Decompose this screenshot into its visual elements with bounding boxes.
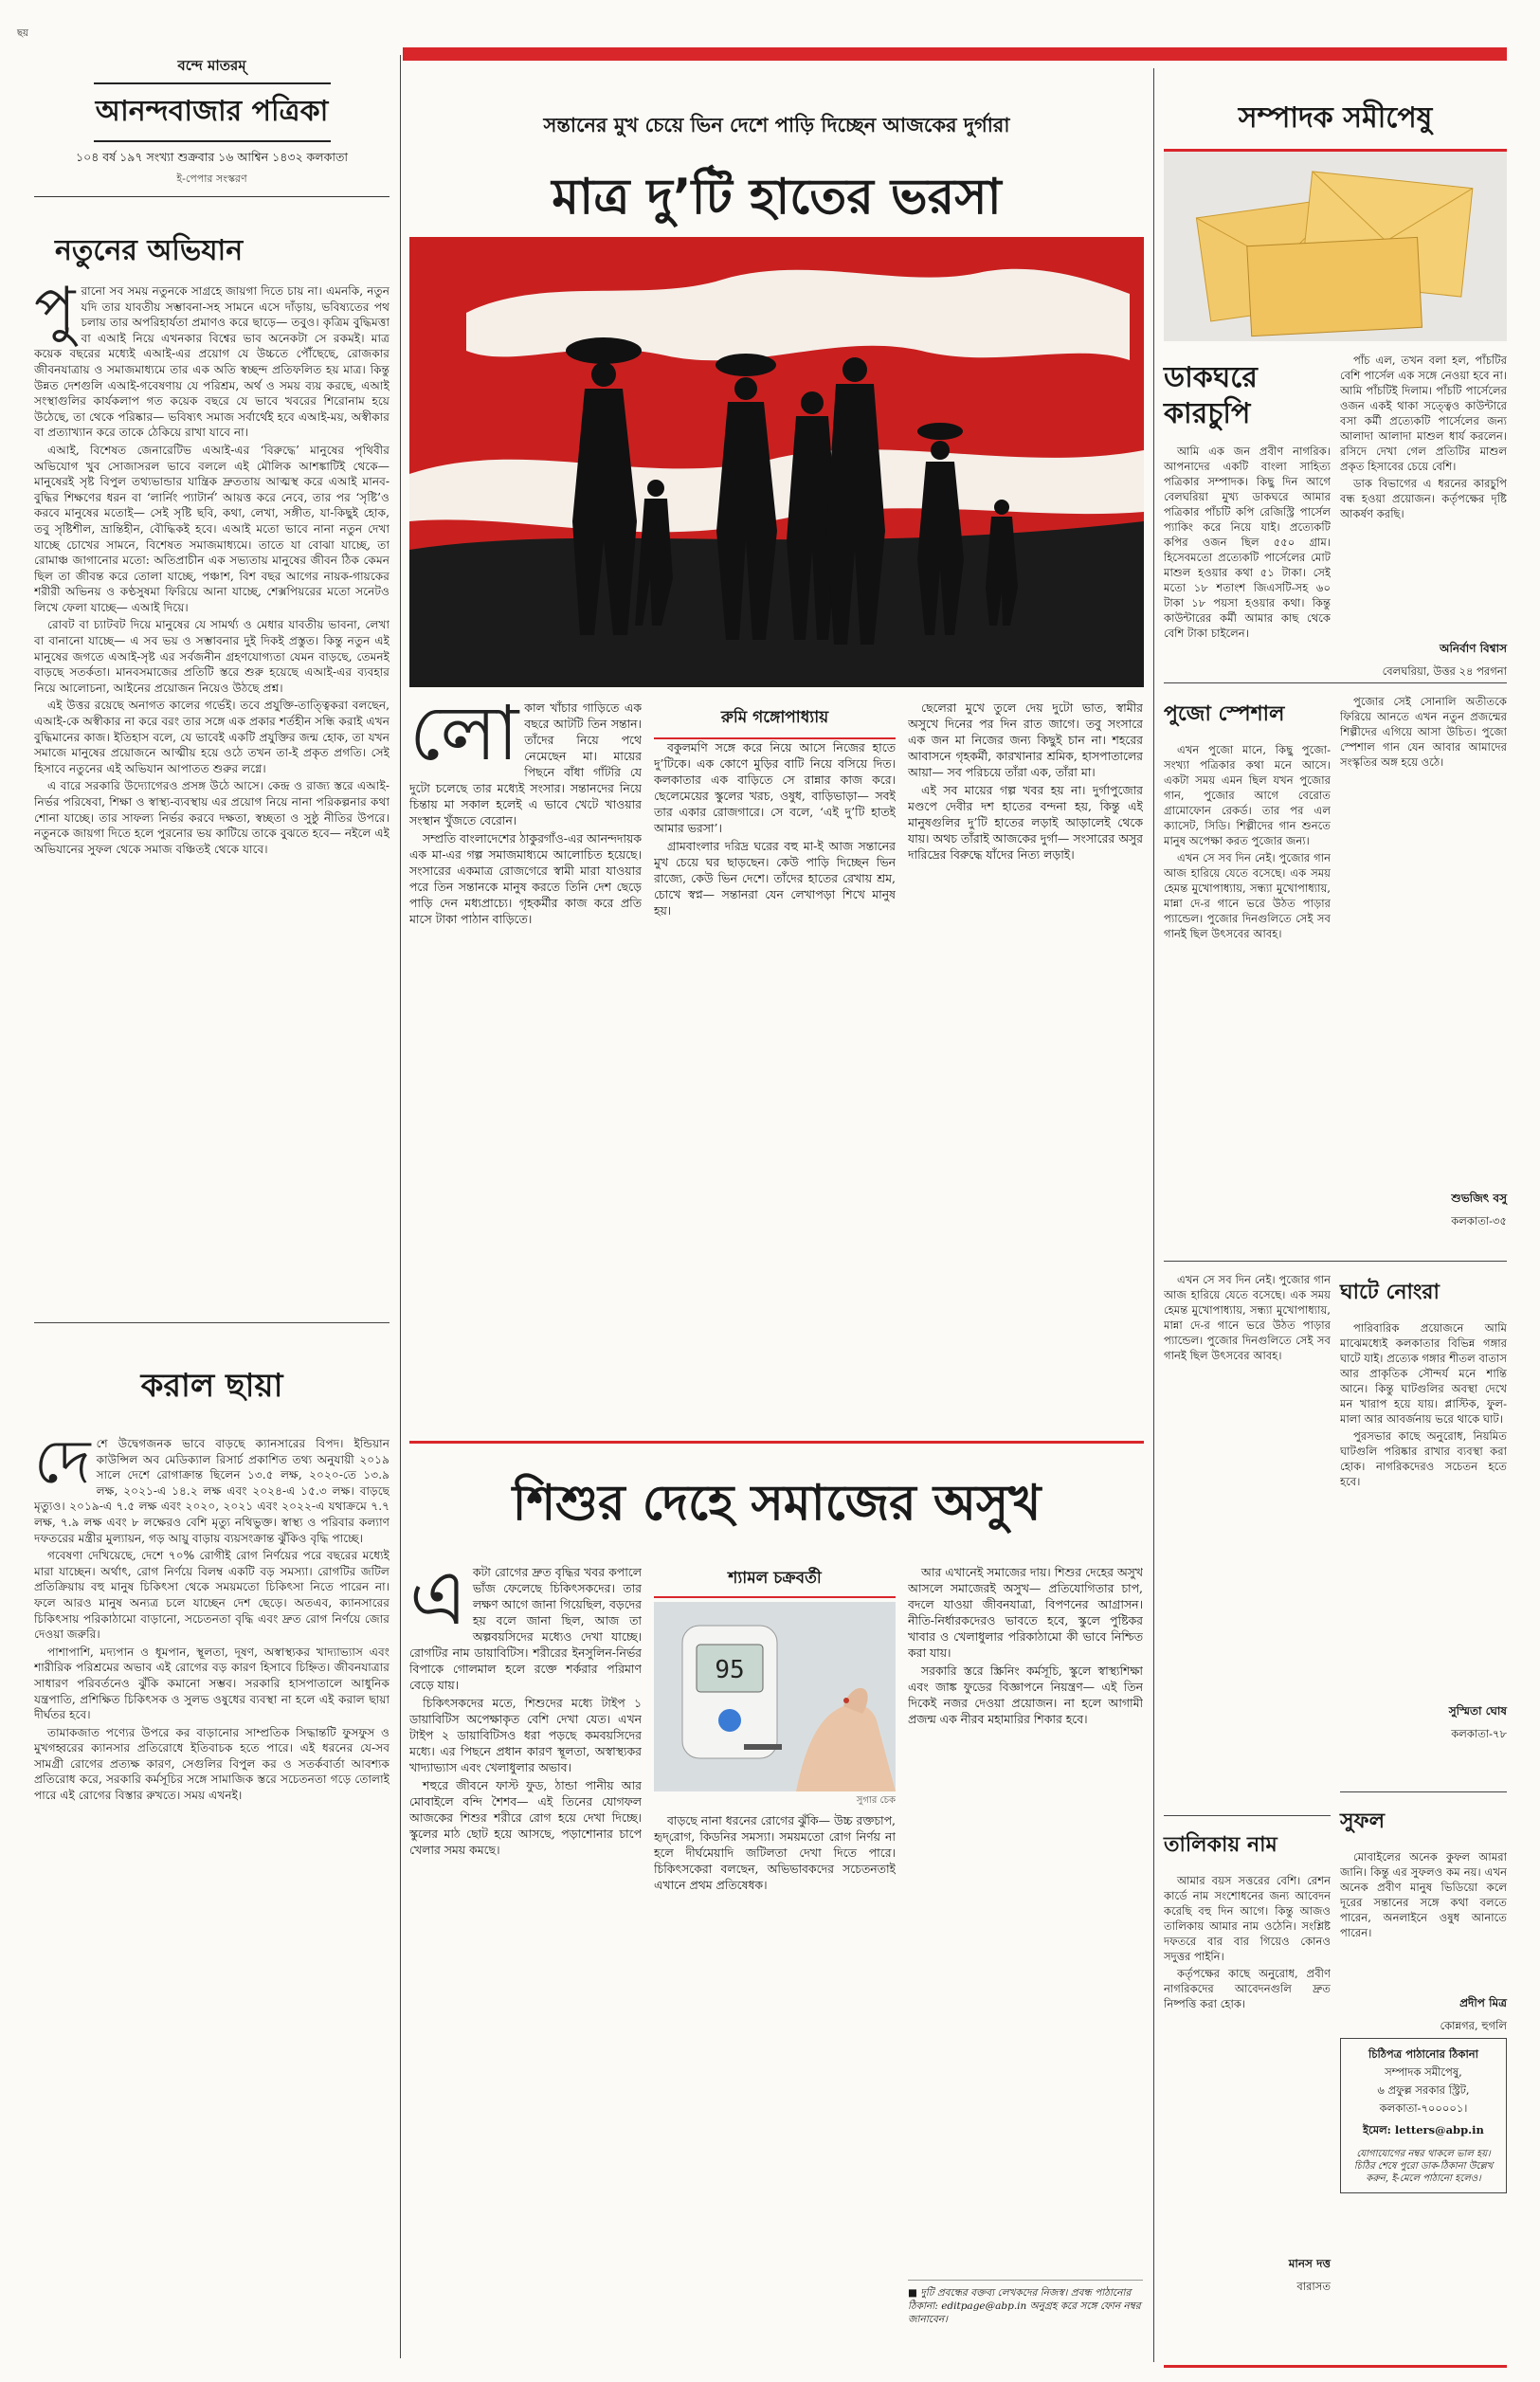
paragraph: আমি এক জন প্রবীণ নাগরিক। আপনাদের একটি বাংলা সাহিত্য পত্রিকার সম্পাদক। কিছু দিন আগে বেলঘরিয়া মুখ্য ডাকঘরে আমার পত্রিকার পাঁচটি কপি রেজিস্ট্রি পার্সেল প্যাকিং করে নিয়ে যাই। প্রত্যেকটি কপির ওজন ছিল ৫৫০ গ্রাম। হিসেবমতো প্রত্যেকটি পার্সেলের মোট মাশুল হওয়ার কথা ৫১ টাকা। সেই মতো ১৮ শতাংশ জিএসটি-সহ ৬০ টাকা ১৮ পয়সা হওয়ার কথা। কিন্তু কাউন্টারের কর্মী আমার কাছ থেকে বেশি টাকা চাইলেন। [1164,445,1331,640]
paragraph: এখন পুজো মানে, কিছু পুজো-সংখ্যা পত্রিকার কথা মনে আসে। একটা সময় এমন ছিল যখন পুজোর গান, পুজোর আগে বেরোত গ্রামোফোন রেকর্ড। তার পর এল ক্যাসেট, সিডি। শিল্পীদের গান শুনতে মানুষ অপেক্ষা করত পুজোর জন্য। [1164,743,1331,847]
feature-byline-box [654,700,896,739]
paragraph: গবেষণা দেখিয়েছে, দেশে ৭০% রোগীই রোগ নির্ণয়ের পরে বছরের মধ্যেই মারা যাচ্ছেন। অর্থাৎ, রোগ নির্ণয়ে বিলম্ব একটি বড় সমস্যা। রোগটির জটিল প্রতিক্রিয়ায় বহু মানুষ চিকিৎসা থেকে সময়মতো চিকিৎসা নিতে পারেন না। ফলে আরও মানুষ অন্যত্র চলে যাচ্ছেন দেশ ছেড়ে। অতএব, ক্যানসারের চিকিৎসায় পরিকাঠামো বাড়ানো, সচেতনতা বৃদ্ধি এবং দ্রুত রোগ নির্ণয়ে জোর দেওয়া জরুরি। [34,1549,390,1642]
letter-title: পুজো স্পেশাল [1164,702,1285,726]
divider [1164,682,1507,683]
editorial-karal-chhaya [34,1336,390,2355]
letter-body [1340,1849,1507,1991]
feature-headline: মাত্র দু’টি হাতের ভরসা [552,169,1002,226]
paragraph: মোবাইলের অনেক কুফল আমরা জানি। কিন্তু এর সুফলও কম নয়। এখন অনেক প্রবীণ মানুষ ভিডিয়ো কলে দূরের সন্তানের সঙ্গে কথা বলতে পারেন, অনলাইনে ওষুধ আনাতে পারেন। [1340,1850,1507,1939]
letter-place: কোন্নগর, হুগলি [1440,2019,1507,2032]
paragraph: এখন সে সব দিন নেই। পুজোর গান আজ হারিয়ে যেতে বসেছে। এক সময় হেমন্ত মুখোপাধ্যায়, সন্ধ্যা মুখোপাধ্যায়, মান্না দে-র গানে ভরে উঠত পাড়ার প্যান্ডেল। পুজোর দিনগুলিতে সেই সব গানই ছিল উৎসবের আবহ। [1164,851,1331,940]
letter-title: সুফল [1340,1809,1386,1833]
paragraph: ডাক বিভাগের এ ধরনের কারচুপি বন্ধ হওয়া প্রয়োজন। কর্তৃপক্ষের দৃষ্টি আকর্ষণ করছি। [1340,477,1507,520]
paragraph: এই উত্তর রয়েছে অনাগত কালের গর্ভেই। তবে প্রযুক্তি-তাত্ত্বিকরা বলছেন, এআই-কে অস্বীকার না করে বরং তার সঙ্গে এক প্রকার শর্তহীন সন্ধি করাই এখন বুদ্ধিমানের কাজ। ইতিহাস বলে, যে ভাবেই একটি প্রযুক্তির জন্ম হোক, তা যখন সমাজে মানুষের প্রয়োজনে আত্মীয় হয়ে ওঠে তখন তা-ই প্রকৃত প্রগতি। সেই হিসাবে নতুনের এই অভিযান আপাতত শুরুর লগ্নে। [34,699,390,775]
paragraph: কাল খাঁচার গাড়িতে এক বছরে আটটি তিন সন্তান। তাঁদের নিয়ে পথে নেমেছেন মা। মায়ের পিছনে বাঁধা গাঁটরি যে দুটো চলেছে তার মধ্যেই সংসার। সন্তানদের নিয়ে চিন্তায় মা সকাল হলেই এ ভাবে খেটে খাওয়ার সংস্থান খুঁজতে বেরোন। [409,700,642,827]
divider [34,1322,390,1323]
letter-place: বারাসত [1296,2280,1331,2293]
address-line: কলকাতা-৭০০০০১। [1379,2101,1468,2115]
editorial-title: নতুনের অভিযান [55,234,244,267]
paragraph: তামাকজাত পণ্যের উপরে কর বাড়ানোর সাম্প্রতিক সিদ্ধান্তটি ফুসফুস ও মুখগহ্বরের ক্যানসার প্রতিরোধে ইতিবাচক হতে পারে। এই ধরনের যে-সব সামগ্রী রোগের প্রত্যক্ষ কারণ, সেগুলির বিপুল কর ও সতর্কবার্তা আবশ্যক প্রতিরোধ করে, সরকারি কর্মসূচির সঙ্গে সামাজিক স্তরে সচেতনতা গড়ে তোলাই পারে এই রোগের বিস্তার রুখতে। সময় এখনই। [34,1725,390,1803]
feature-body-col-3 [908,700,1143,1429]
column-rule [1153,68,1154,2362]
paragraph: শহুরে জীবনে ফাস্ট ফুড, ঠান্ডা পানীয় আর মোবাইলে বন্দি শৈশব— এই তিনের যোগফল আজকের শিশুর শরীরে রোগ হয়ে দেখা দিচ্ছে। স্কুলের মাঠ ছোট হয়ে আসছে, পড়াশোনার চাপে খেলার সময় কমছে। [409,1778,642,1857]
paragraph: সরকারি স্তরে স্ক্রিনিং কর্মসূচি, স্কুলে স্বাস্থ্যশিক্ষা এবং জাঙ্ক ফুডের বিজ্ঞাপনে নিয়ন্ত্রণ— এই তিন দিকেই নজর দেওয়া প্রয়োজন। না হলে আগামী প্রজন্ম এক নীরব মহামারির শিকার হবে। [908,1664,1143,1726]
letter-place: বেলঘরিয়া, উত্তর ২৪ পরগনা [1382,664,1507,678]
masthead [34,55,390,197]
editorial-body [34,1436,390,2355]
paragraph: গ্রামবাংলার দরিদ্র ঘরের বহু মা-ই আজ সন্তানের মুখ চেয়ে ঘর ছাড়ছেন। কেউ পাড়ি দিচ্ছেন ভিন রাজ্যে, কেউ ভিন দেশে। তাঁদের হাতের রেখায় শ্রম, চোখে স্বপ্ন— সন্তানরা যেন লেখাপড়া শিখে মানুষ হয়। [654,839,896,918]
letter-title: ডাকঘরে কারচুপি [1164,361,1258,430]
paragraph: পারিবারিক প্রয়োজনে আমি মাঝেমধ্যেই কলকাতার বিভিন্ন গঙ্গার ঘাটে যাই। প্রত্যেক গঙ্গার শীতল বাতাস আর প্রাকৃতিক সৌন্দর্য মনে শান্তি আনে। কিন্তু ঘাটগুলির অবস্থা দেখে মন খারাপ হয়ে যায়। প্লাস্টিক, ফুল-মালা আর আবর্জনায় ভরে থাকে ঘাট। [1340,1321,1507,1426]
editorial-title: করাল ছায়া [140,1367,283,1405]
letter-talikay-naam [1164,1272,1331,1803]
letter-body [1340,694,1507,1187]
glucose-photo [654,1602,896,1791]
envelopes-illustration [1164,152,1507,341]
paragraph: বাড়ছে নানা ধরনের রোগের ঝুঁকি— উচ্চ রক্তচাপ, হৃদ্‌রোগ, কিডনির সমস্যা। সময়মতো রোগ নির্ণয় না হলে দীর্ঘমেয়াদি জটিলতা দেখা দিতে পারে। চিকিৎসকেরা বলছেন, অভিভাবকদের সচেতনতাই এখানে প্রথম প্রতিষেধক। [654,1813,896,1892]
paragraph: সম্প্রতি বাংলাদেশের ঠাকুরগাঁও-এর আনন্দদায়ক এক মা-এর গল্প সমাজমাধ্যমে আলোচিত হয়েছে। সংসারের একমাত্র রোজগেরে স্বামী মারা যাওয়ার পরে তিন সন্তানকে মানুষ করতে তিনি দেশ ছেড়ে পাড়ি দেন মধ্যপ্রাচ্যে। গৃহকর্মীর কাজ করে প্রতি মাসে টাকা পাঠান বাড়িতে। [409,831,642,926]
envelopes-photo [1164,152,1507,341]
editorial-nutuner-obhijan [34,227,390,1250]
feature-kicker: সন্তানের মুখ চেয়ে ভিন দেশে পাড়ি দিচ্ছেন আজকের দুর্গারা [543,113,1010,136]
feature-matro-duti-haater [409,68,1144,241]
letter-title: ঘাটে নোংরা [1340,1281,1440,1304]
letter-author: মানস দত্ত [1288,2257,1331,2270]
masthead-motto: বন্দে মাতরম্ [177,57,246,74]
glucose-meter-illustration [654,1602,896,1791]
migrant-mothers-illustration [409,237,1144,687]
letter-body [1340,353,1507,637]
address-line: ৬ প্রফুল্ল সরকার স্ট্রিট, [1377,2083,1470,2097]
photo-caption: সুগার চেক [856,1795,896,1806]
feature-body [908,1564,1143,1729]
column-rule [400,55,401,2358]
page-number: ছয় [17,28,28,39]
paragraph: কটা রোগের দ্রুত বৃদ্ধির খবর কপালে ভাঁজ ফেলেছে চিকিৎসকদের। তার লক্ষণ আগে জানা গিয়েছিল, বড়দের হয় বলে জানা ছিল, আজ তা অল্পবয়সিদের মধ্যেও দেখা যাচ্ছে। রোগটির নাম ডায়াবিটিস। শরীরের ইনসুলিন-নির্ভর বিপাকে গোলমাল হলে রক্তে শর্করার পরিমাণ বেড়ে যায়। [409,1565,642,1692]
paragraph: এআই, বিশেষত জেনারেটিভ এআই-এর ‘বিরুদ্ধে’ মানুষের পৃথিবীর অভিযোগ খুব সোজাসরল ভাবে বললে এই মৌলিক আশঙ্কাটিই থেকে— মানুষেরই সৃষ্ট বিপুল তথ্যভান্ডার যান্ত্রিক দ্রুততায় আত্মস্থ করে এআই মানব-বুদ্ধির শিক্ষণের ধরন বা ‘লার্নিং প্যাটার্ন’ আয়ত্ত করে নেবে, তার পর ‘সৃষ্টি’ও করবে মানুষের মতোই— সেই সৃষ্টি ছবি, কথা, লেখা, সঙ্গীত, যা-কিছুই হোক, তবু সৃষ্টিশীল, ভ্রান্তিহীন, বৌদ্ধিকই হবে। এআই মতো ভাবে নানা নতুন দেখা যাচ্ছে চোখের সামনে, বিশেষত সমাজমাধ্যমে। তাতে যা বোঝা যাচ্ছে, তা রোমাঞ্চ জাগানোর মতো: অতিপ্রাচীন এক সভ্যতায় মানুষের জীবন ঠিক কেমন ছিল তা জীবন্ত করে তোলা যাচ্ছে, পঞ্চাশ, বিশ বছর আগের নায়ক-গায়কের শরীরী অভিনয় ও কণ্ঠসুষমা ফিরিয়ে আনা যাচ্ছে, শেক্সপিয়রের মতো সনেটও লিখে ফেলা যাচ্ছে— এআই দিয়ে। [34,443,390,614]
letter-sufol [1340,1801,1507,2036]
dropcap: লো [409,700,519,777]
dropcap: এ [409,1564,467,1642]
letters-address-box [1340,2038,1507,2193]
feature-body [409,700,642,929]
address-line: চিঠিপত্র পাঠানোর ঠিকানা [1368,2047,1478,2061]
dropcap: দে [34,1436,91,1498]
byline: রুমি গঙ্গোপাধ্যায় [654,700,896,739]
dropcap: পু [34,283,76,345]
paragraph: পুরসভার কাছে অনুরোধ, নিয়মিত ঘাটগুলি পরিষ্কার রাখার ব্যবস্থা করা হোক। নাগরিকদেরও সচেতন হতে হবে। [1340,1429,1507,1488]
top-accent-bar [403,47,1507,61]
letter-dakghare [1164,353,1507,682]
letter-author: সুস্মিতা ঘোষ [1448,1704,1507,1718]
letter-place: কলকাতা-৭৮ [1451,1727,1507,1740]
address-note: যোগাযোগের নম্বর থাকলে ভাল হয়। চিঠির শেষে পুরো ডাক-ঠিকানা উল্লেখ করুন, ই-মেলে পাঠানো হলেও। [1353,2149,1494,2184]
letter-talika [1164,1825,1331,2297]
letter-place: কলকাতা-৩৫ [1451,1214,1507,1227]
feature-illustration [409,237,1144,687]
paragraph: পুজোর সেই সোনালি অতীতকে ফিরিয়ে আনতে এখন নতুন প্রজন্মের শিল্পীদের এগিয়ে আসা উচিত। পুজো স্পেশাল গান যেন আবার আমাদের সংস্কৃতির অঙ্গ হয়ে ওঠে। [1340,695,1507,769]
paragraph: এই সব মায়ের গল্প খবর হয় না। দুর্গাপুজোর মণ্ডপে দেবীর দশ হাতের বন্দনা হয়, কিন্তু এই মানুষগুলির দু’টি হাতের লড়াই আড়ালেই থেকে যায়। অথচ তাঁরাই আজকের দুর্গা— সংসারের অসুর দারিদ্রের বিরুদ্ধে যাঁদের নিত্য লড়াই। [908,783,1143,862]
letter-body [1164,444,1331,666]
paragraph: পাশাপাশি, মদ্যপান ও ধূমপান, স্থূলতা, দূষণ, অস্বাস্থ্যকর খাদ্যাভ্যাস এবং শারীরিক পরিশ্রমের অভাব এই রোগের বড় কারণ হিসাবে চিহ্নিত। জীবনযাত্রার সাধারণ পরিবর্তনেও ঝুঁকি কমানো সম্ভব। সরকারি হাসপাতালে আধুনিক যন্ত্রপাতি, প্রশিক্ষিত চিকিৎসক ও সুলভ ওষুধের ব্যবস্থা না হলে এই করাল ছায়া দীর্ঘতর হবে। [34,1645,390,1722]
paragraph: বকুলমণি সঙ্গে করে নিয়ে আসে নিজের হাতে দু’টিকে। এক কোণে মুড়ির বাটি নিয়ে বসিয়ে দিত। কলকাতার এক বাড়িতে সে রান্নার কাজ করে। ছেলেমেয়ের স্কুলের খরচ, ওষুধ, বাড়িভাড়া— সবই তার একার রোজগারে। সে বলে, ‘এই দু’টি হাতই আমার ভরসা’। [654,740,896,835]
bottom-accent-bar [1164,2365,1507,2368]
divider [1164,1815,1331,1816]
address-line: সম্পাদক সমীপেষু, [1385,2065,1462,2079]
feature-body [654,1812,896,1895]
divider [1340,1791,1507,1792]
paragraph: ছেলেরা মুখে তুলে দেয় দুটো ভাত, স্বামীর অসুখে দিনের পর দিন রাত জাগে। তবু সংসারে এক জন মা নিজের জন্য কিছুই চান না। শহরের আবাসনে গৃহকর্মী, কারখানার শ্রমিক, হাসপাতালের আয়া— সব পরিচয়ে তাঁরা এক, তাঁরা মা। [908,700,1143,779]
letters-section-title: সম্পাদক সমীপেষু [1238,101,1433,135]
feature-body-col-2 [654,739,896,1429]
letters-header [1164,95,1507,152]
letter-author: প্রদীপ মিত্র [1459,1996,1507,2009]
paragraph: রোবট বা চ্যাটবট দিয়ে মানুষের যে সামর্থ্য ও মেধার যাবতীয় ভাবনা, লেখা বা বানানো যাচ্ছে— এ সব ভয় ও সম্ভাবনার দুই দিকই প্রস্তুত। কিন্তু নতুন এই মানুষের জগতে এআই-সৃষ্ট এর সর্বজনীন গ্রহণযোগ্যতা যেমন বাড়ছে, তেমনই বাড়ছে সতর্কতা। মানবসমাজের প্রতিটি স্তরে শুরু হয়েছে এআই-এর ব্যবহার নিয়ে আলোচনা, আইনের প্রয়োজন নিয়েও উঠছে প্রশ্ন। [34,618,390,695]
feature-body [908,700,1143,864]
letter-body [1164,742,1331,1273]
paragraph: কর্তৃপক্ষের কাছে অনুরোধ, প্রবীণ নাগরিকদের আবেদনগুলি দ্রুত নিষ্পত্তি করা হোক। [1164,1967,1331,2010]
feature2-body-col-1 [409,1564,642,2341]
feature2-body-col-2 [654,1812,896,2267]
letter-ghate-nongra [1340,1272,1507,1744]
paragraph: শে উদ্বেগজনক ভাবে বাড়ছে ক্যানসারের বিপদ। ইন্ডিয়ান কাউন্সিল অব মেডিক্যাল রিসার্চ প্রকাশিত তথ্য অনুযায়ী ২০১৯ সালে দেশে রোগাক্রান্ত ছিলেন ১৩.৫ লক্ষ, ২০২০-তে ১৩.৯ লক্ষ, ২০২১-এ ১৪.২ লক্ষ এবং ২০২৪-এ ১৫.৩ লক্ষ। বাড়ছে মৃত্যুও। ২০১৯-এ ৭.৫ লক্ষ এবং ২০২০, ২০২১ এবং ২০২২-এ যথাক্রমে ৭.৭ লক্ষ, ৭.৯ লক্ষ এবং ৮ লক্ষেরও বেশি মৃত্যু নথিভুক্ত। স্বাস্থ্য ও পরিবার কল্যাণ দফতরের মন্ত্রীর মুল্যায়ন, গড় আয়ু বাড়ায় ব্যয়সংক্রান্ত ঝুঁকিও বৃদ্ধি পাচ্ছে। [34,1437,390,1545]
edition-label: ই-পেপার সংস্করণ [176,173,247,185]
letter-author: শুভজিৎ বসু [1451,1191,1507,1205]
address-email[interactable]: ইমেল: letters@abp.in [1363,2123,1484,2137]
feature-headline: শিশুর দেহে সমাজের অসুখ [512,1475,1042,1532]
letter-author: অনির্বাণ বিশ্বাস [1440,642,1507,655]
divider [1164,1261,1507,1262]
feature-body-col-1 [409,700,642,1429]
paragraph: এ বারে সরকারি উদ্যোগেরও প্রসঙ্গ উঠে আসে। কেন্দ্র ও রাজ্য স্তরে এআই-নির্ভর পরিষেবা, শিক্ষা ও স্বাস্থ্য-ব্যবস্থায় এর প্রয়োগ নিয়ে নানা পরিকল্পনার কথা শোনা যাচ্ছে। তার সাফল্য নির্ভর করবে দক্ষতা, স্বচ্ছতা ও সুষ্ঠু নীতির উপরে। নতুনকে জায়গা দিতে হলে পুরনোর ভয় কাটিয়ে তাকে বুঝতে হবে— নইলে এই অভিযানের সুফল থেকে সমাজ বঞ্চিতই থেকে যাবে। [34,779,390,856]
masthead-title: আনন্দবাজার পত্রিকা [95,95,329,128]
feature2-body-col-3 [908,1564,1143,2265]
paragraph: রানো সব সময় নতুনকে সাগ্রহে জায়গা দিতে চায় না। এমনকি, নতুন যদি তার যাবতীয় সম্ভাবনা-সহ সামনে এসে দাঁড়ায়, ভবিষ্যতের পথ চলায় তার অপরিহার্যতা প্রমাণও করে ছাড়ে— তবুও। কৃত্রিম বুদ্ধিমত্তা বা এআই নিয়ে এখনকার বিশ্বের ভাব অনেকটা সে রকমই। মাত্র কয়েক বছরের মধ্যেই এআই-এর প্রয়োগ যে উচ্চতে পৌঁছেছে, রোজকার জীবনযাত্রায় ও সমাজমাধ্যমে তার এক অতি স্বচ্ছন্দ প্রতিফলিত হয় মাত্র। কিন্তু উন্নত দেশগুলি এআই-গবেষণায় যে পরিশ্রম, অর্থ ও সময় ব্যয় করছে, এআই সংস্থাগুলির কার্যকলাপ গত কয়েক বছরে যে ভাবে খবরের শিরোনাম হয়ে উঠেছে, তা থেকে পরিষ্কার— ভবিষ্যৎ সমাজ সর্বার্থেই হবে এআই-ময়, অস্বীকার বা প্রত্যাখ্যান করে তাকে ঠেকিয়ে রাখা যাবে না। [34,284,390,440]
letter-title: তালিকায় নাম [1164,1833,1277,1857]
letter-body [1164,1873,1331,2252]
letter-body [1164,1272,1331,1803]
divider [409,1441,1144,1444]
footnote: ■ দুটি প্রবন্ধের বক্তব্য লেখকদের নিজস্ব। প্রবন্ধ পাঠানোর ঠিকানা: editpage@abp.in অনুগ্রহ করে সঙ্গে ফোন নম্বর জানাবেন। [908,2280,1143,2326]
feature-body [409,1564,642,1860]
feature-body [654,739,896,920]
masthead-logo [94,82,331,142]
paragraph: চিকিৎসকদের মতে, শিশুদের মধ্যে টাইপ ১ ডায়াবিটিস অপেক্ষাকৃত বেশি দেখা যেত। এখন টাইপ ২ ডায়াবিটিসও ধরা পড়ছে কমবয়সিদের মধ্যে। এর পিছনে প্রধান কারণ স্থূলতা, অস্বাস্থ্যকর খাদ্যাভ্যাস এবং খেলাধুলার অভাব। [409,1696,642,1774]
paragraph: আমার বয়স সত্তরের বেশি। রেশন কার্ডে নাম সংশোধনের জন্য আবেদন করেছি বহু দিন আগে। কিন্তু আজও তালিকায় আমার নাম ওঠেনি। সংশ্লিষ্ট দফতরে বার বার গিয়েও কোনও সদুত্তর পাইনি। [1164,1874,1331,1963]
paragraph: এখন সে সব দিন নেই। পুজোর গান আজ হারিয়ে যেতে বসেছে। এক সময় হেমন্ত মুখোপাধ্যায়, সন্ধ্যা মুখোপাধ্যায়, মান্না দে-র গানে ভরে উঠত পাড়ার প্যান্ডেল। পুজোর দিনগুলিতে সেই সব গানই ছিল উৎসবের আবহ। [1164,1273,1331,1362]
paragraph: আর এখানেই সমাজের দায়। শিশুর দেহের অসুখ আসলে সমাজেরই অসুখ— প্রতিযোগিতার চাপ, বদলে যাওয়া জীবনযাত্রা, বিপণনের আগ্রাসন। নীতি-নির্ধারকদেরও ভাবতে হবে, স্কুলে পুষ্টিকর খাবার ও খেলাধুলার পরিকাঠামো কী ভাবে নিশ্চিত করা যায়। [908,1565,1143,1660]
issue-line: ১০৪ বর্ষ ১৯৭ সংখ্যা শুক্রবার ১৬ আশ্বিন ১৪৩২ কলকাতা [75,150,348,164]
meter-reading: 95 [715,1656,745,1684]
letter-pujo-special [1164,694,1507,1273]
paragraph: পাঁচ এল, তখন বলা হল, পাঁচটির বেশি পার্সেল এক সঙ্গে নেওয়া হবে না। আমি পাঁচটিই দিলাম। পাঁচটি পার্সেলের ওজন একই থাকা সত্ত্বেও কাউন্টারে বসা কর্মী প্রত্যেকটি পার্সেলের জন্য আলাদা আলাদা মাশুল ধার্য করলেন। রসিদে দেখা গেল প্রতিটির মাশুল প্রকৃত হিসাবের চেয়ে বেশি। [1340,354,1507,473]
editorial-body [34,283,390,1250]
feature2-byline: শ্যামল চক্রবর্তী [654,1566,896,1598]
letter-body [1340,1320,1507,1700]
